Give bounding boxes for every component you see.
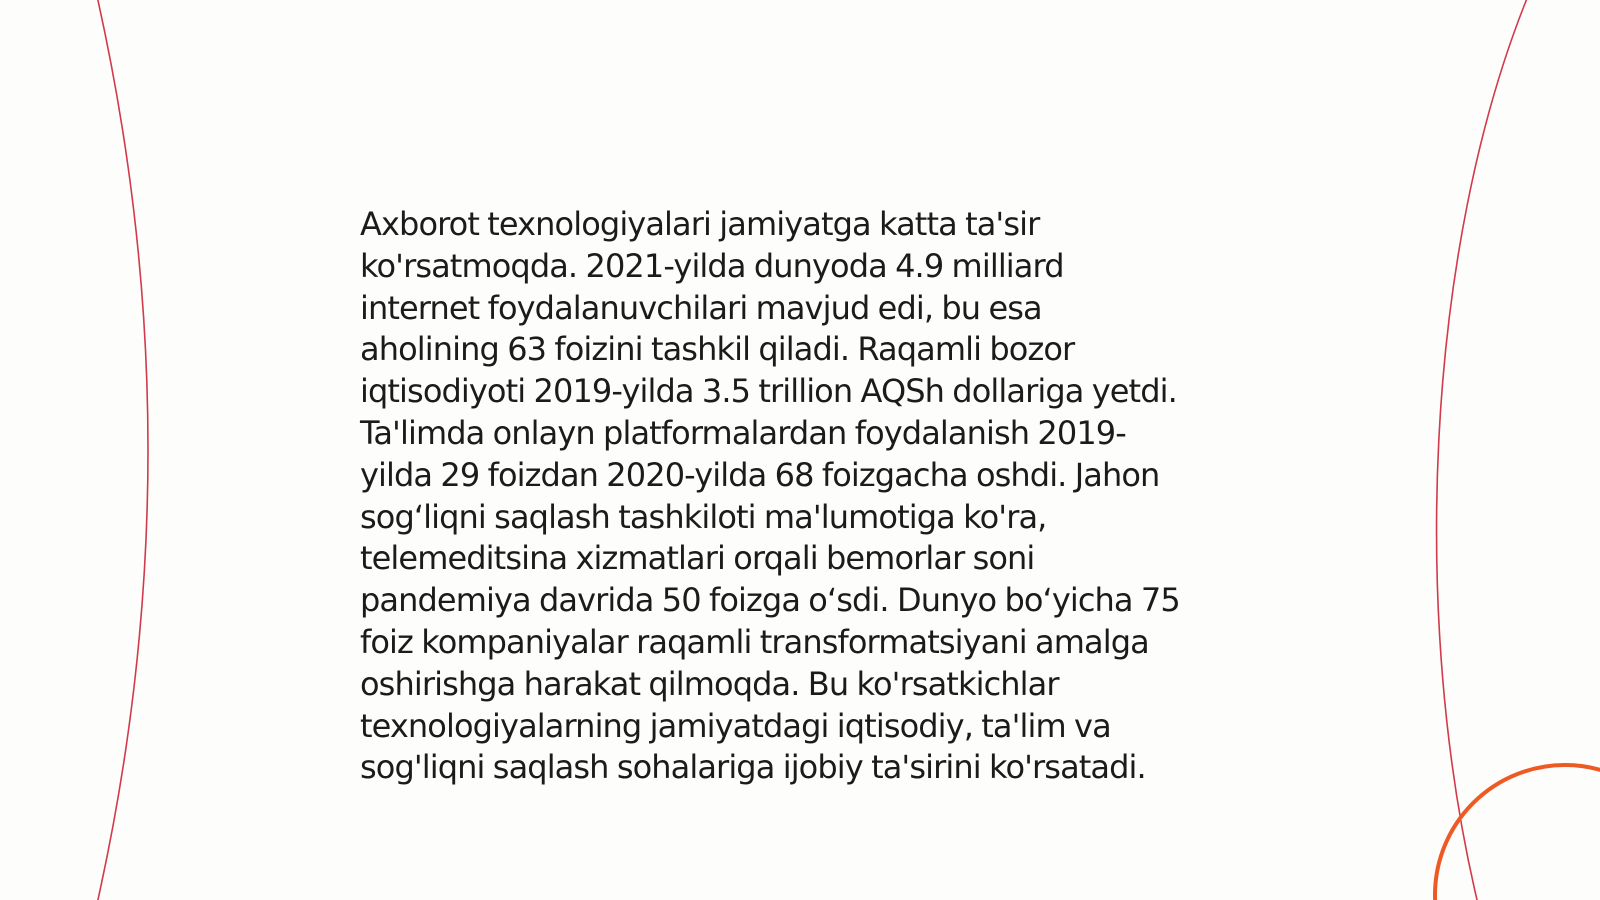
body-line: ko'rsatmoqda. 2021-yilda dunyoda 4.9 milliard: [360, 246, 1064, 285]
body-line: foiz kompaniyalar raqamli transformatsiyani amalga: [360, 622, 1149, 661]
body-paragraph: [360, 204, 1260, 789]
body-line: iqtisodiyoti 2019-yilda 3.5 trillion AQSh dollariga yetdi.: [360, 372, 1177, 411]
body-line: oshirishga harakat qilmoqda. Bu ko'rsatkichlar: [360, 664, 1059, 703]
body-line: texnologiyalarning jamiyatdagi iqtisodiy, ta'lim va: [360, 706, 1111, 745]
body-line: aholining 63 foizini tashkil qiladi. Raqamli bozor: [360, 330, 1075, 369]
bottom-right-orange-circle: [1435, 765, 1600, 900]
body-line: sog‘liqni saqlash tashkiloti ma'lumotiga ko'ra,: [360, 497, 1047, 536]
body-line: Axborot texnologiyalari jamiyatga katta ta'sir: [360, 205, 1040, 243]
body-line: yilda 29 foizdan 2020-yilda 68 foizgacha oshdi. Jahon: [360, 455, 1160, 494]
right-curved-line: [1437, 0, 1528, 900]
body-line: pandemiya davrida 50 foizga o‘sdi. Dunyo bo‘yicha 75: [360, 581, 1180, 620]
body-line: internet foydalanuvchilari mavjud edi, bu esa: [360, 288, 1042, 327]
body-line: sog'liqni saqlash sohalariga ijobiy ta'sirini ko'rsatadi.: [360, 748, 1146, 787]
body-line: telemeditsina xizmatlari orqali bemorlar soni: [360, 539, 1035, 578]
body-line: Ta'limda onlayn platformalardan foydalanish 2019-: [360, 413, 1126, 452]
left-curved-line: [97, 0, 148, 900]
